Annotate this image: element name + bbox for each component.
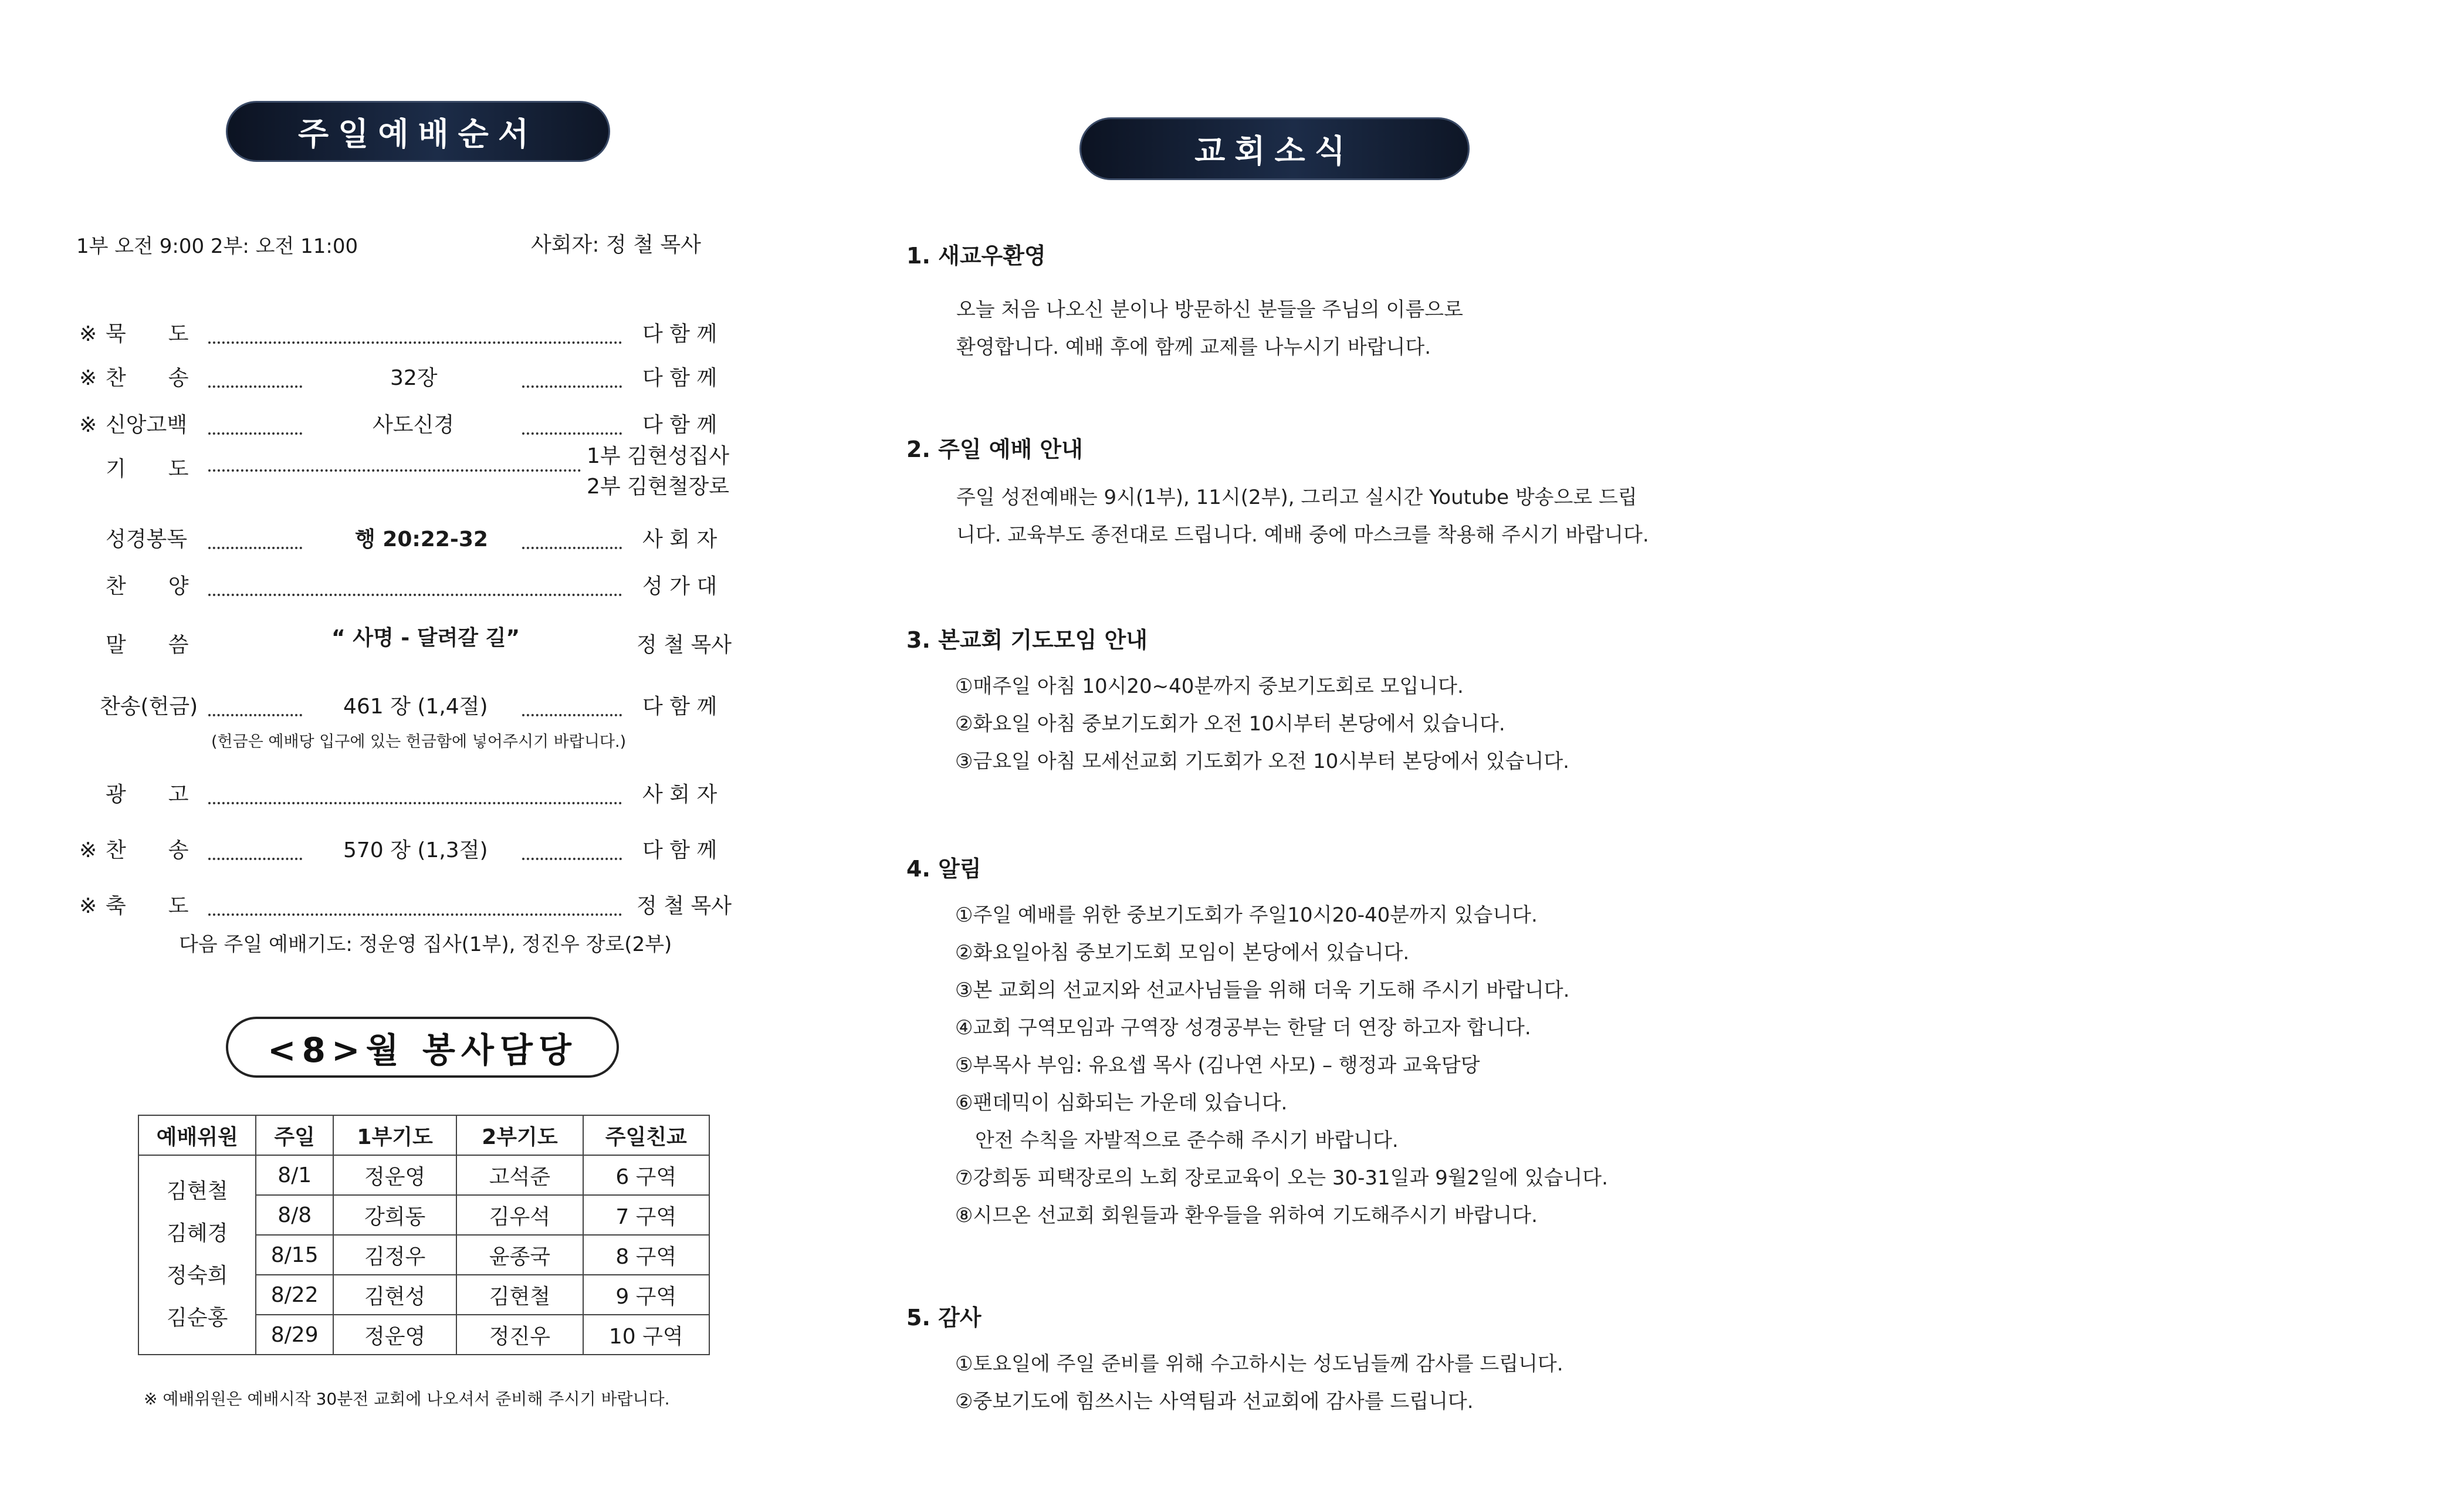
dot-leader <box>522 858 622 860</box>
col-committee: 예배위원 <box>138 1115 256 1155</box>
required-mark: ※ <box>79 322 97 346</box>
news-line: ②화요일아침 중보기도회 모임이 본당에서 있습니다. <box>955 941 1410 964</box>
order-leader: 사 회 자 <box>642 527 717 551</box>
news-line: ③금요일 아침 모세선교회 기도회가 오전 10시부터 본당에서 있습니다. <box>955 750 1569 773</box>
order-label: 축 도 <box>106 894 189 918</box>
news-line: 오늘 처음 나오신 분이나 방문하신 분들을 주님의 이름으로 <box>956 298 1463 321</box>
cell: 강희동 <box>333 1195 456 1235</box>
news-heading: 3. 본교회 기도모임 안내 <box>906 627 1148 653</box>
dot-leader <box>208 341 622 344</box>
dot-leader <box>208 714 302 716</box>
cell: 8/15 <box>256 1235 333 1275</box>
table-row <box>138 1155 709 1195</box>
order-detail: 32장 <box>390 366 438 390</box>
order-label: 신앙고백 <box>106 413 188 437</box>
order-leader: 다 함 께 <box>642 413 717 437</box>
cell: 정진우 <box>456 1315 583 1355</box>
dot-leader <box>522 714 622 716</box>
cell: 9 구역 <box>583 1275 709 1315</box>
news-line: ②중보기도에 힘쓰시는 사역팀과 선교회에 감사를 드립니다. <box>955 1390 1474 1413</box>
cell: 8/22 <box>256 1275 333 1315</box>
order-label: 광 고 <box>106 783 189 807</box>
news-line: 안전 수칙을 자발적으로 준수해 주시기 바랍니다. <box>955 1129 1399 1152</box>
news-line: 니다. 교육부도 종전대로 드립니다. 예배 중에 마스크를 착용해 주시기 바랍니다. <box>956 523 1649 547</box>
order-leader: 다 함 께 <box>642 322 717 346</box>
table-note: ※ 예배위원은 예배시작 30분전 교회에 나오셔서 준비해 주시기 바랍니다. <box>144 1389 670 1409</box>
committee-member: 김혜경 <box>167 1221 228 1245</box>
news-line: ⑧시므온 선교회 회원들과 환우들을 위하여 기도해주시기 바랍니다. <box>955 1204 1538 1227</box>
order-leader: 다 함 께 <box>642 366 717 390</box>
cell: 10 구역 <box>583 1315 709 1355</box>
news-line: ①토요일에 주일 준비를 위해 수고하시는 성도님들께 감사를 드립니다. <box>955 1352 1563 1376</box>
col-sunday: 주일 <box>256 1115 333 1155</box>
order-label: 묵 도 <box>106 322 189 346</box>
order-title: 주일예배순서 <box>226 101 610 162</box>
cell: 8/1 <box>256 1155 333 1195</box>
dot-leader <box>522 385 622 388</box>
cell: 김우석 <box>456 1195 583 1235</box>
dot-leader <box>208 913 622 916</box>
dot-leader <box>208 547 302 549</box>
sermon-title: “ 사명 - 달려갈 길” <box>331 626 520 650</box>
service-table <box>138 1115 710 1355</box>
dot-leader <box>522 547 622 549</box>
committee-cell <box>138 1155 256 1355</box>
news-line: ①매주일 아침 10시20~40분까지 중보기도회로 모입니다. <box>955 675 1464 698</box>
cell: 김현철 <box>456 1275 583 1315</box>
required-mark: ※ <box>79 838 97 862</box>
order-detail: 행 20:22-32 <box>355 527 488 551</box>
required-mark: ※ <box>79 366 97 390</box>
news-line: 환영합니다. 예배 후에 함께 교제를 나누시기 바랍니다. <box>956 336 1431 359</box>
cell: 8 구역 <box>583 1235 709 1275</box>
dot-leader <box>208 858 302 860</box>
news-heading: 5. 감사 <box>906 1305 981 1331</box>
news-heading: 1. 새교우환영 <box>906 243 1046 269</box>
order-leader: 정 철 목사 <box>637 894 732 918</box>
col-prayer2: 2부기도 <box>456 1115 583 1155</box>
col-prayer1: 1부기도 <box>333 1115 456 1155</box>
cell: 8/8 <box>256 1195 333 1235</box>
order-label: 찬 양 <box>106 574 189 598</box>
news-line: 주일 성전예배는 9시(1부), 11시(2부), 그리고 실시간 Youtube 방송으로 드립 <box>956 486 1637 509</box>
news-heading: 4. 알림 <box>906 856 981 882</box>
order-detail: 461 장 (1,4절) <box>343 695 488 719</box>
col-fellowship: 주일친교 <box>583 1115 709 1155</box>
news-line: ①주일 예배를 위한 중보기도회가 주일10시20-40분까지 있습니다. <box>955 903 1538 927</box>
news-line: ②화요일 아침 중보기도회가 오전 10시부터 본당에서 있습니다. <box>955 712 1505 736</box>
service-times: 1부 오전 9:00 2부: 오전 11:00 <box>76 235 358 258</box>
dot-leader <box>522 432 622 435</box>
presider: 사회자: 정 철 목사 <box>531 233 701 257</box>
order-label: 찬송(헌금) <box>100 695 198 719</box>
order-leader: 사 회 자 <box>642 783 717 807</box>
news-line: ③본 교회의 선교지와 선교사님들을 위해 더욱 기도해 주시기 바랍니다. <box>955 979 1570 1002</box>
cell: 6 구역 <box>583 1155 709 1195</box>
cell: 7 구역 <box>583 1195 709 1235</box>
committee-member: 김현철 <box>167 1179 228 1203</box>
order-label: 찬 송 <box>106 366 189 390</box>
order-label: 성경봉독 <box>106 527 188 551</box>
order-label: 기 도 <box>106 457 189 481</box>
news-line: ⑤부목사 부임: 유요셉 목사 (김나연 사모) – 행정과 교육담당 <box>955 1054 1480 1077</box>
cell: 8/29 <box>256 1315 333 1355</box>
offering-note: (헌금은 예배당 입구에 있는 헌금함에 넣어주시기 바랍니다.) <box>211 733 627 751</box>
committee-member: 정숙희 <box>167 1264 228 1288</box>
order-leader: 1부 김현성집사 <box>587 444 730 468</box>
order-leader: 정 철 목사 <box>637 633 732 657</box>
dot-leader <box>208 469 581 472</box>
dot-leader <box>208 802 622 804</box>
order-label: 찬 송 <box>106 838 189 862</box>
required-mark: ※ <box>79 894 97 918</box>
dot-leader <box>208 432 302 435</box>
order-leader: 다 함 께 <box>642 838 717 862</box>
news-line: ⑥팬데믹이 심화되는 가운데 있습니다. <box>955 1091 1288 1115</box>
cell: 김현성 <box>333 1275 456 1315</box>
service-title: <8>월 봉사담당 <box>226 1017 619 1078</box>
next-prayer: 다음 주일 예배기도: 정운영 집사(1부), 정진우 장로(2부) <box>179 933 672 956</box>
news-title: 교회소식 <box>1079 117 1470 180</box>
committee-member: 김순홍 <box>167 1306 228 1330</box>
cell: 고석준 <box>456 1155 583 1195</box>
dot-leader <box>208 385 302 388</box>
order-leader: 다 함 께 <box>642 695 717 719</box>
order-label: 말 씀 <box>106 633 189 657</box>
cell: 정운영 <box>333 1155 456 1195</box>
cell: 김정우 <box>333 1235 456 1275</box>
order-detail: 570 장 (1,3절) <box>343 838 488 862</box>
order-leader: 2부 김현철장로 <box>587 475 730 499</box>
news-heading: 2. 주일 예배 안내 <box>906 436 1083 462</box>
cell: 정운영 <box>333 1315 456 1355</box>
news-line: ⑦강희동 피택장로의 노회 장로교육이 오는 30-31일과 9월2일에 있습니다. <box>955 1166 1608 1190</box>
news-line: ④교회 구역모임과 구역장 성경공부는 한달 더 연장 하고자 합니다. <box>955 1016 1531 1040</box>
dot-leader <box>208 594 622 596</box>
order-leader: 성 가 대 <box>642 574 717 598</box>
cell: 윤종국 <box>456 1235 583 1275</box>
order-detail: 사도신경 <box>373 413 455 437</box>
required-mark: ※ <box>79 413 97 437</box>
